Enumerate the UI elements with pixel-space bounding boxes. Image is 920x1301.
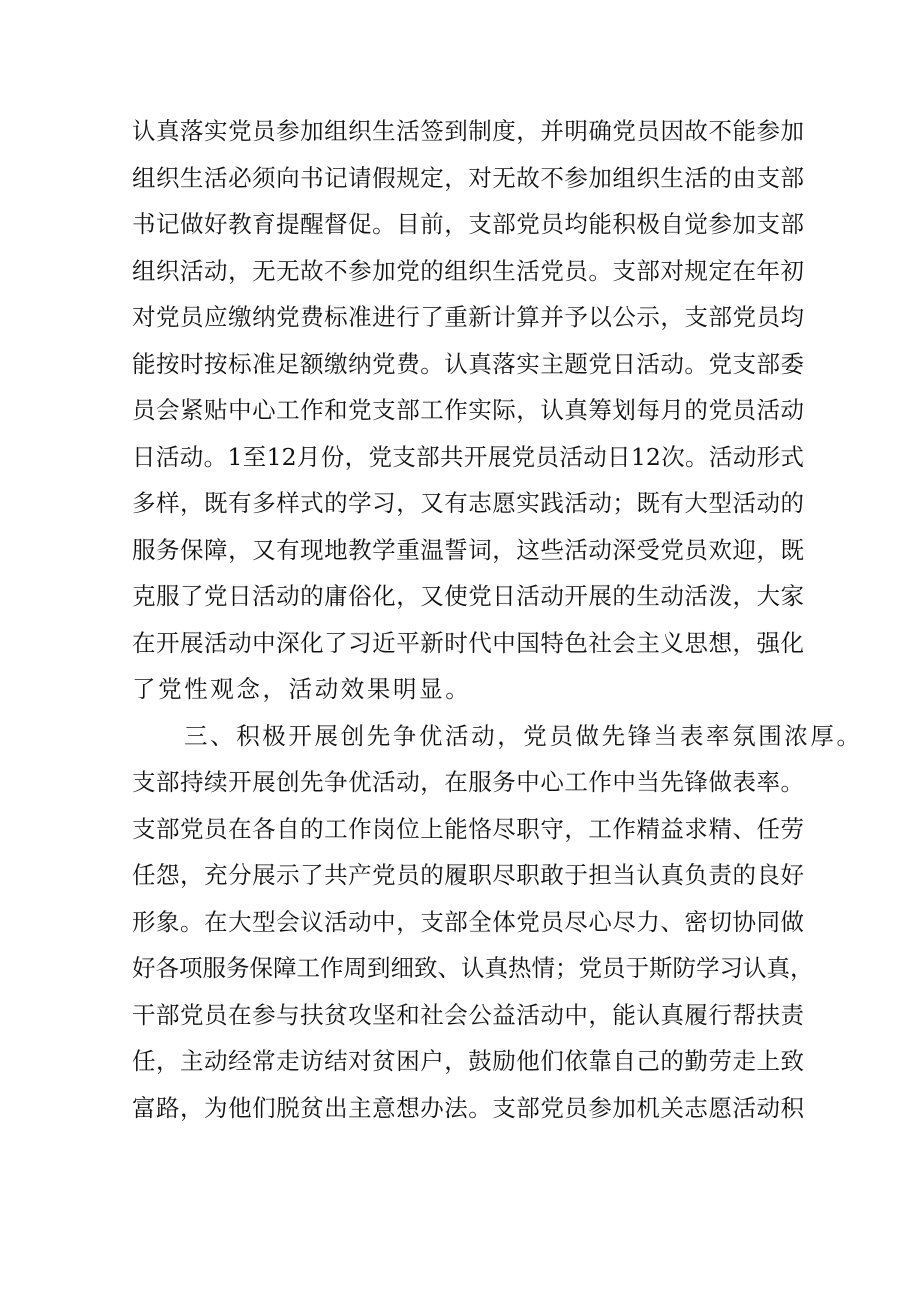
- text-line: 任怨，充分展示了共产党员的履职尽职敢于担当认真负责的良好: [132, 861, 804, 889]
- text-line: 了党性观念，活动效果明显。: [132, 675, 472, 703]
- text-line: 能按时按标准足额缴纳党费。认真落实主题党日活动。党支部委: [132, 349, 804, 378]
- text-line: 形象。在大型会议活动中，支部全体党员尽心尽力、密切协同做: [132, 907, 804, 936]
- text-line: 对党员应缴纳党费标准进行了重新计算并予以公示，支部党员均: [132, 303, 804, 331]
- text-line: 支部持续开展创先争优活动，在服务中心工作中当先锋做表率。: [132, 768, 804, 796]
- section-heading: 三、积极开展创先争优活动，党员做先锋当表率氛围浓厚。: [184, 721, 863, 750]
- text-line: 好各项服务保障工作周到细致、认真热情；党员于斯防学习认真，: [132, 954, 814, 982]
- text-line: 富路，为他们脱贫出主意想办法。支部党员参加机关志愿活动积: [132, 1093, 804, 1122]
- text-line: 支部党员在各自的工作岗位上能恪尽职守，工作精益求精、任劳: [132, 814, 804, 843]
- text-line: 克服了党日活动的庸俗化，又使党日活动开展的生动活泼，大家: [132, 582, 804, 610]
- text-line: 员会紧贴中心工作和党支部工作实际，认真筹划每月的党员活动: [132, 396, 804, 424]
- text-line: 服务保障，又有现地教学重温誓词，这些活动深受党员欢迎，既: [132, 535, 804, 564]
- text-line: 干部党员在参与扶贫攻坚和社会公益活动中，能认真履行帮扶责: [132, 1000, 804, 1029]
- text-line: 组织生活必须向书记请假规定，对无故不参加组织生活的由支部: [132, 163, 804, 192]
- text-line: 认真落实党员参加组织生活签到制度，并明确党员因故不能参加: [132, 117, 804, 145]
- text-line: 书记做好教育提醒督促。目前，支部党员均能积极自觉参加支部: [132, 210, 804, 238]
- text-line: 多样，既有多样式的学习，又有志愿实践活动；既有大型活动的: [132, 489, 804, 517]
- body-text: [132, 108, 863, 1131]
- text-line: 在开展活动中深化了习近平新时代中国特色社会主义思想，强化: [132, 628, 804, 657]
- text-line: 日活动。1至12月份，党支部共开展党员活动日12次。活动形式: [132, 442, 804, 471]
- text-line: 组织活动，无无故不参加党的组织生活党员。支部对规定在年初: [132, 256, 804, 285]
- text-line: 任，主动经常走访结对贫困户，鼓励他们依靠自己的勤劳走上致: [132, 1047, 804, 1075]
